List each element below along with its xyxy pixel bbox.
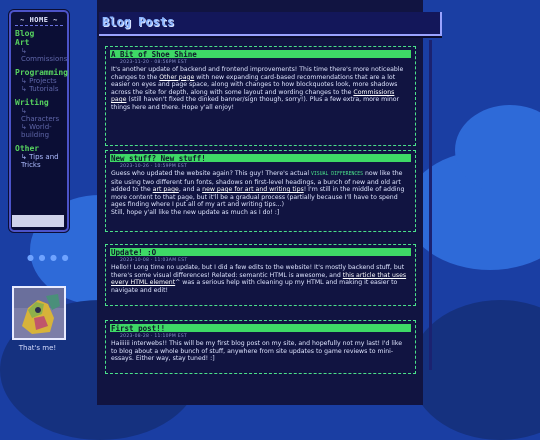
sidebar-item-writing[interactable]: Writing	[15, 98, 49, 107]
post-date: 2023-08-28 · 11:10PM EST	[120, 334, 188, 339]
sidebar-item-projects[interactable]: ↳ Projects	[21, 77, 57, 85]
post-date: 2023-10-08 · 11:03AM EST	[120, 258, 188, 263]
sidebar-item-characters[interactable]: ↳ Characters	[21, 107, 60, 123]
post-title: First post!!	[111, 324, 166, 333]
post-body: It's another update of backend and frontend improvements! This time there's more noticeable changes to the Other page with new expanding card-based recommendations that are a lot easier on eyes and page space, along with changes to how blockquotes look, more shadows across the site for depth, along with some layout and wording changes to the Commissions page (still haven't fixed the dinked banner/sign though, sorry!). Plus a few extra, more minor things here and there. Hope y'all enjoy!	[111, 66, 404, 111]
post-date: 2023-11-20 · 08:56PM EST	[120, 60, 188, 65]
sidebar-item-blog[interactable]: Blog	[15, 29, 35, 38]
post-title-bar	[110, 50, 411, 58]
art-page-link[interactable]: art page	[152, 186, 179, 194]
sidebar-item-worldbuilding[interactable]: ↳ World-building	[21, 123, 52, 139]
blog-post	[105, 244, 416, 306]
post-title: Update! :O	[111, 248, 157, 257]
sidebar-item-programming[interactable]: Programming	[15, 68, 68, 77]
post-title: A Bit of Shoe Shine	[111, 50, 197, 59]
post-title-bar	[110, 248, 411, 256]
sidebar-item-tips[interactable]: ↳ Tips and Tricks	[21, 153, 59, 169]
scrollbar[interactable]	[429, 40, 432, 370]
tips-page-link[interactable]: new page for art and writing tips	[202, 186, 304, 194]
post-title-bar	[110, 154, 411, 162]
blog-post	[105, 320, 416, 374]
commissions-page-link[interactable]: Commissions page	[111, 88, 395, 104]
blog-post	[105, 46, 416, 146]
post-body: Hello!! Long time no update, but I did a few edits to the website! It's mostly backend stuff, but there's some visual differences! Related: semantic HTML is awesome, and this article that uses every HTML element^ was a serious help with cleaning up my HTML and making it easier to navigate and edit!	[111, 264, 407, 294]
sidebar-item-commissions[interactable]: ↳ Commissions	[21, 47, 68, 63]
sidebar-item-art[interactable]: Art	[15, 38, 30, 47]
divider	[15, 25, 63, 26]
blog-post	[105, 150, 416, 232]
visual-differences-text: VISUAL DIFFERENCES	[311, 172, 364, 177]
decorative-dots: ● ● ● ●	[27, 253, 70, 262]
avatar-image	[14, 288, 64, 338]
avatar-caption: That's me!	[18, 344, 57, 352]
post-date: 2023-10-26 · 10:59PM EST	[120, 164, 188, 169]
page-header	[99, 12, 442, 36]
sidebar-item-tutorials[interactable]: ↳ Tutorials	[21, 85, 59, 93]
post-title: New stuff? New stuff!	[111, 154, 206, 163]
other-page-link[interactable]: Other page	[159, 73, 195, 81]
home-link[interactable]: ~ HOME ~	[20, 16, 58, 24]
avatar	[12, 286, 66, 340]
sidebar-footer-bar	[12, 215, 64, 227]
sidebar-nav	[9, 10, 69, 232]
html-article-link[interactable]: this article that uses every HTML element	[111, 271, 407, 287]
sidebar-item-other[interactable]: Other	[15, 144, 40, 153]
post-body: Haiiiiii interwebs!! This will be my first blog post on my site, and hopefully not my last! I'd like to blog about a whole bunch of stuff, anywhere from site updates to game reviews to mini-essays. Either way, stay tuned! :]	[111, 340, 403, 363]
post-body: Guess who updated the website again? This guy! There's actual VISUAL DIFFERENCES now like the site using two different fun fonts, shadows on first-level headings, a bunch of new and old art added to the art page, and a new page for art and writing tips! I'm still in the middle of adding more content to that page, but it'll be a gradual process (partially because I'll have to spend ages finding where I put all of my art and writing tips...) Still, hope y'all like the new update as much as I do! :]	[111, 170, 405, 216]
post-title-bar	[110, 324, 411, 332]
page-title: Blog Posts	[102, 15, 175, 29]
